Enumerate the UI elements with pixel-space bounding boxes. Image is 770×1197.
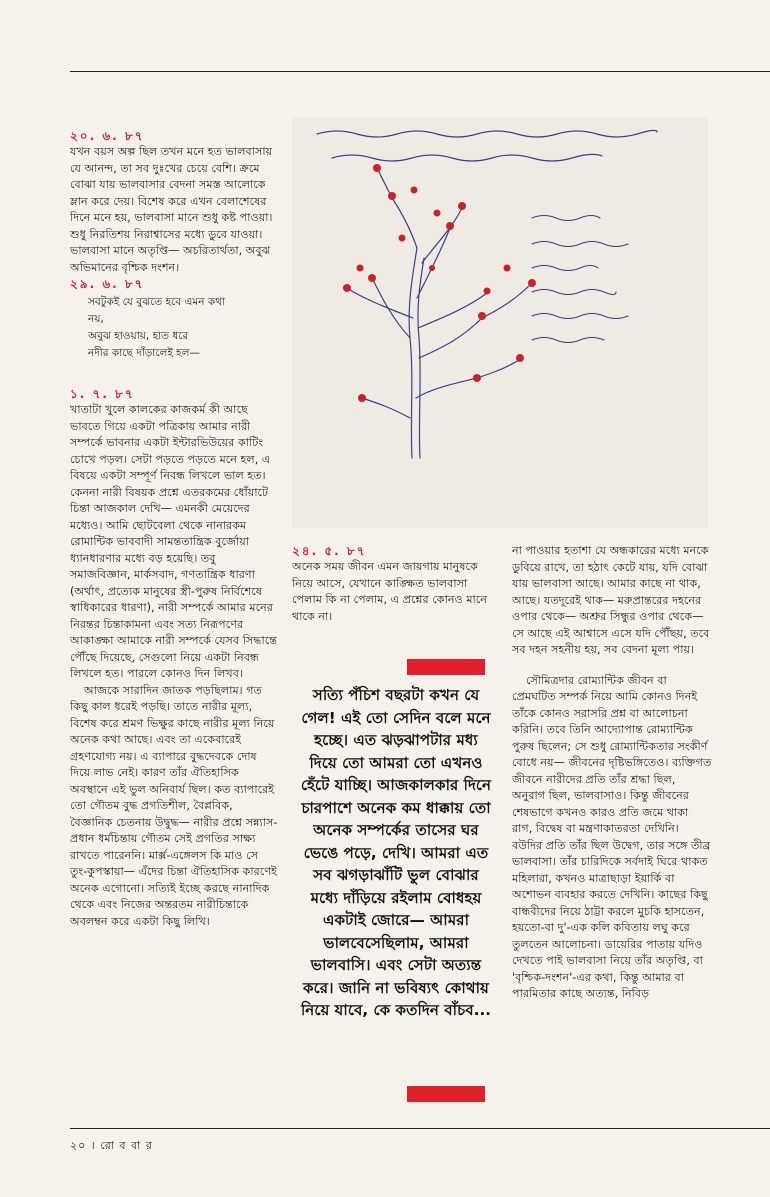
column-3 xyxy=(512,543,712,1003)
entry-date: ১. ৭. ৮৭ xyxy=(70,387,135,401)
poem xyxy=(88,294,278,362)
quote-accent-bar-bottom xyxy=(407,1086,485,1102)
entry-text: সৌমিত্রদার রোম্যান্টিক জীবন বা প্রেমঘটিত সম্পর্ক নিয়ে আমি কোনও দিনই তাঁকে কোনও সরাসরি প্রশ্ন বা আলোচনা করিনি। তবে তিনি আদ্যোপান্ত রোম্যান্টিক পুরুষ ছিলেন; সে শুধু রোম্যান্টিকতার সংকীর্ণ বোধে নয়— জীবনের দৃষ্টিভঙ্গিতেও। ব্যক্তিগত জীবনে নারীদের প্রতি তাঁর শ্রদ্ধা ছিল, অনুরাগ ছিল, ভালবাসাও। কিন্তু জীবনের শেষভাগে কখনও কারও প্রতি জমে থাকা রাগ, বিদ্বেষ বা মন্ত্রণাকাতরতা দেখিনি। বউদির প্রতি তাঁর ছিল উদ্বেগ, তার সঙ্গে তীব্র ভালবাসা। তাঁর চারিদিকে সর্বদাই ঘিরে থাকত মহিলারা, কখনও মাত্রাছাড়া ইয়ার্কি বা অশোভন ব্যবহার করতে দেখিনি। কাছের কিছু বান্ধবীদের নিয়ে ঠাট্টা করলে মুচকি হাসতেন, হয়তো-বা দু'-এক কলি কবিতায় লঘু করে তুলতেন আলোচনা। ডায়েরির পাতায় যদিও দেখতে পাই ভালবাসা নিয়ে তাঁর অতৃপ্তি, বা 'বৃশ্চিক-দংশন'-এর কথা, কিন্তু আমার বা পারমিতার কাছে অত্যন্ত, নিবিড় xyxy=(512,673,712,1000)
entry-text: না পাওয়ার হতাশা যে অন্ধকারের মধ্যে মনকে ডুবিয়ে রাখে, তা হঠাৎ কেটে যায়, যদি বোঝা যায় ভালবাসা আছে। আমার কাছে না থাক, আছে। যতদূরেই থাক— মরুপ্রান্তরের দহনের ওপার থেকে— অশ্রুর সিন্ধুর ওপার থেকে— সে আছে এই আশ্বাসে এসে যদি পৌঁছয়, তবে সব দহন সহনীয় হয়, সব বেদনা মূল্য পায়। xyxy=(512,544,710,656)
poem-line: অবুঝ হাওয়ায়, হাত ধরে xyxy=(88,330,189,342)
entry-date: ২০. ৬. ৮৭ xyxy=(70,129,145,143)
column-2 xyxy=(292,543,492,625)
entry-text: যখন বয়স অল্প ছিল তখন মনে হত ভালবাসায় যে আনন্দ, তা সব দুঃখের চেয়ে বেশি। ক্রমে বোঝা যায় ভালবাসার বেদনা সমস্ত আলোকে ম্লান করে দেয়। বিশেষ করে এখন বেলাশেষের দিনে মনে হয়, ভালবাসা মানে শুধু কষ্ট পাওয়া। শুধু নিরতিশয় নিরাশ্বাসের মধ্যে ডুবে যাওয়া। ভালবাসা মানে অতৃপ্তি— অচরিতার্থতা, অবুঝ অভিমানের বৃশ্চিক দংশন। xyxy=(70,145,273,274)
poem-line: সবটুকই যে বুঝতে হবে এমন কথা xyxy=(88,296,226,308)
quote-accent-bar-top xyxy=(407,659,485,675)
header-rule xyxy=(70,71,770,72)
poem-line: নয়, xyxy=(88,313,104,325)
entry-date: ২৯. ৬. ৮৭ xyxy=(70,277,145,291)
entry-text: অনেক সময় জীবন এমন জায়গায় মানুষকে নিয়ে আসে, যেখানে কাঙ্ক্ষিত ভালবাসা পেলাম কি না পেলাম, এ প্রশ্নের কোনও মানে থাকে না। xyxy=(292,560,487,623)
entry-date: ২৪. ৫. ৮৭ xyxy=(292,544,367,558)
pull-quote-text: সত্যি পঁচিশ বছরটা কখন যে গেল! এই তো সেদিন বলে মনে হচ্ছে। এত ঝড়ঝাপটার মধ্য দিয়ে তো আমরা তো এখনও হেঁটে যাচ্ছি। আজকালকার দিনে চারপাশে অনেক কম ধাক্কায় তো অনেক সম্পর্কের তাসের ঘর ভেঙে পড়ে, দেখি। আমরা এত সব ঝগড়াঝাঁটি ভুল বোঝার মধ্যে দাঁড়িয়ে রইলাম বোধহয় একটাই জোরে— আমরা ভালবেসেছিলাম, আমরা ভালবাসি। এবং সেটা অত্যন্ত করে। জানি না ভবিষ্যৎ কোথায় নিয়ে যাবে, কে কতদিন বাঁচব... xyxy=(300,686,492,1019)
entry-text: আজকে সারাদিন জাতক পড়ছিলাম। গত কিছু কাল ধরেই পড়ছি। তাতে নারীর মূল্য, বিশেষ করে শ্রমণ ভিক্ষুর কাছে নারীর মূল্য নিয়ে অনেক কথা আছে। এবং তা একেবারেই গ্রহণযোগ্য নয়। এ ব্যাপারে বুদ্ধদেবকে দোষ দিয়ে লাভ নেই। কারণ তাঁর ঐতিহাসিক অবস্থানে এই ভুল অনিবার্য ছিল। কত ব্যাপারেই তো গৌতম বুদ্ধ প্রগতিশীল, বৈপ্লবিক, বৈজ্ঞানিক চেতনায় উদ্বুদ্ধ— নারীর প্রশ্নে সন্ন্যাস-প্রধান ধর্মচিন্তায় গৌতম সেই প্রগতির সাক্ষ্য রাখতে পারেননি। মার্ক্স-এঙ্গেলস কি মাও সে তুং-কুপস্কায়া— এঁদের চিন্তা ঐতিহাসিক কারণেই অনেক এগোনো। সত্যিই ইচ্ছে করছে নানাদিক থেকে এবং নিজের অন্তরতম নারীচিন্তাকে অবলম্বন করে একটা কিছু লিখি। xyxy=(70,683,278,928)
entry-text: খাতাটা খুলে কালকের কাজকর্ম কী আছে ভাবতে গিয়ে একটা পত্রিকায় আমার নারী সম্পর্কে ভাবনার একটা ইন্টারভিউয়ের কাটিং চোখে পড়ল। সেটা পড়তে পড়তে মনে হল, এ বিষয়ে একটা সম্পূর্ণ নিবন্ধ লিখলে ভাল হত। কেননা নারী বিষয়ক প্রশ্নে এতরকমের ধোঁয়াটে চিন্তা আজকাল দেখি— এমনকী মেয়েদের মধ্যেও। আমি ছোটবেলা থেকে নানারকম রোমান্টিক ভাববাদী সামন্ততান্ত্রিক বুর্জোয়া ধ্যানধারণার মধ্যে বড় হয়েছি। তবু সমাজবিজ্ঞান, মার্কসবাদ, গণতান্ত্রিক ধারণা (অর্থাৎ, প্রত্যেক মানুষের স্ত্রী-পুরুষ নির্বিশেষে স্বাধিকারের ধারণা), নারী সম্পর্কে আমার মনের নিরন্তর চিন্তাকামনা এবং সত্য নিরূপণের আকাঙ্ক্ষা আমাকে নারী সম্পর্কে যেসব সিদ্ধান্তে পৌঁছে দিয়েছে, সেগুলো নিয়ে একটা নিবন্ধ লিখলে হত। পারলে কোনও দিন লিখব। xyxy=(70,403,277,680)
pull-quote xyxy=(298,684,494,1022)
page-folio: ২০ । রো ব বা র xyxy=(70,1139,153,1152)
column-1 xyxy=(70,128,278,930)
diary-sketch-photo xyxy=(292,118,708,528)
poem-line: নদীর কাছে দাঁড়ালেই হল— xyxy=(88,347,200,359)
footer-rule xyxy=(70,1128,770,1129)
sketch-drawing xyxy=(292,118,708,528)
